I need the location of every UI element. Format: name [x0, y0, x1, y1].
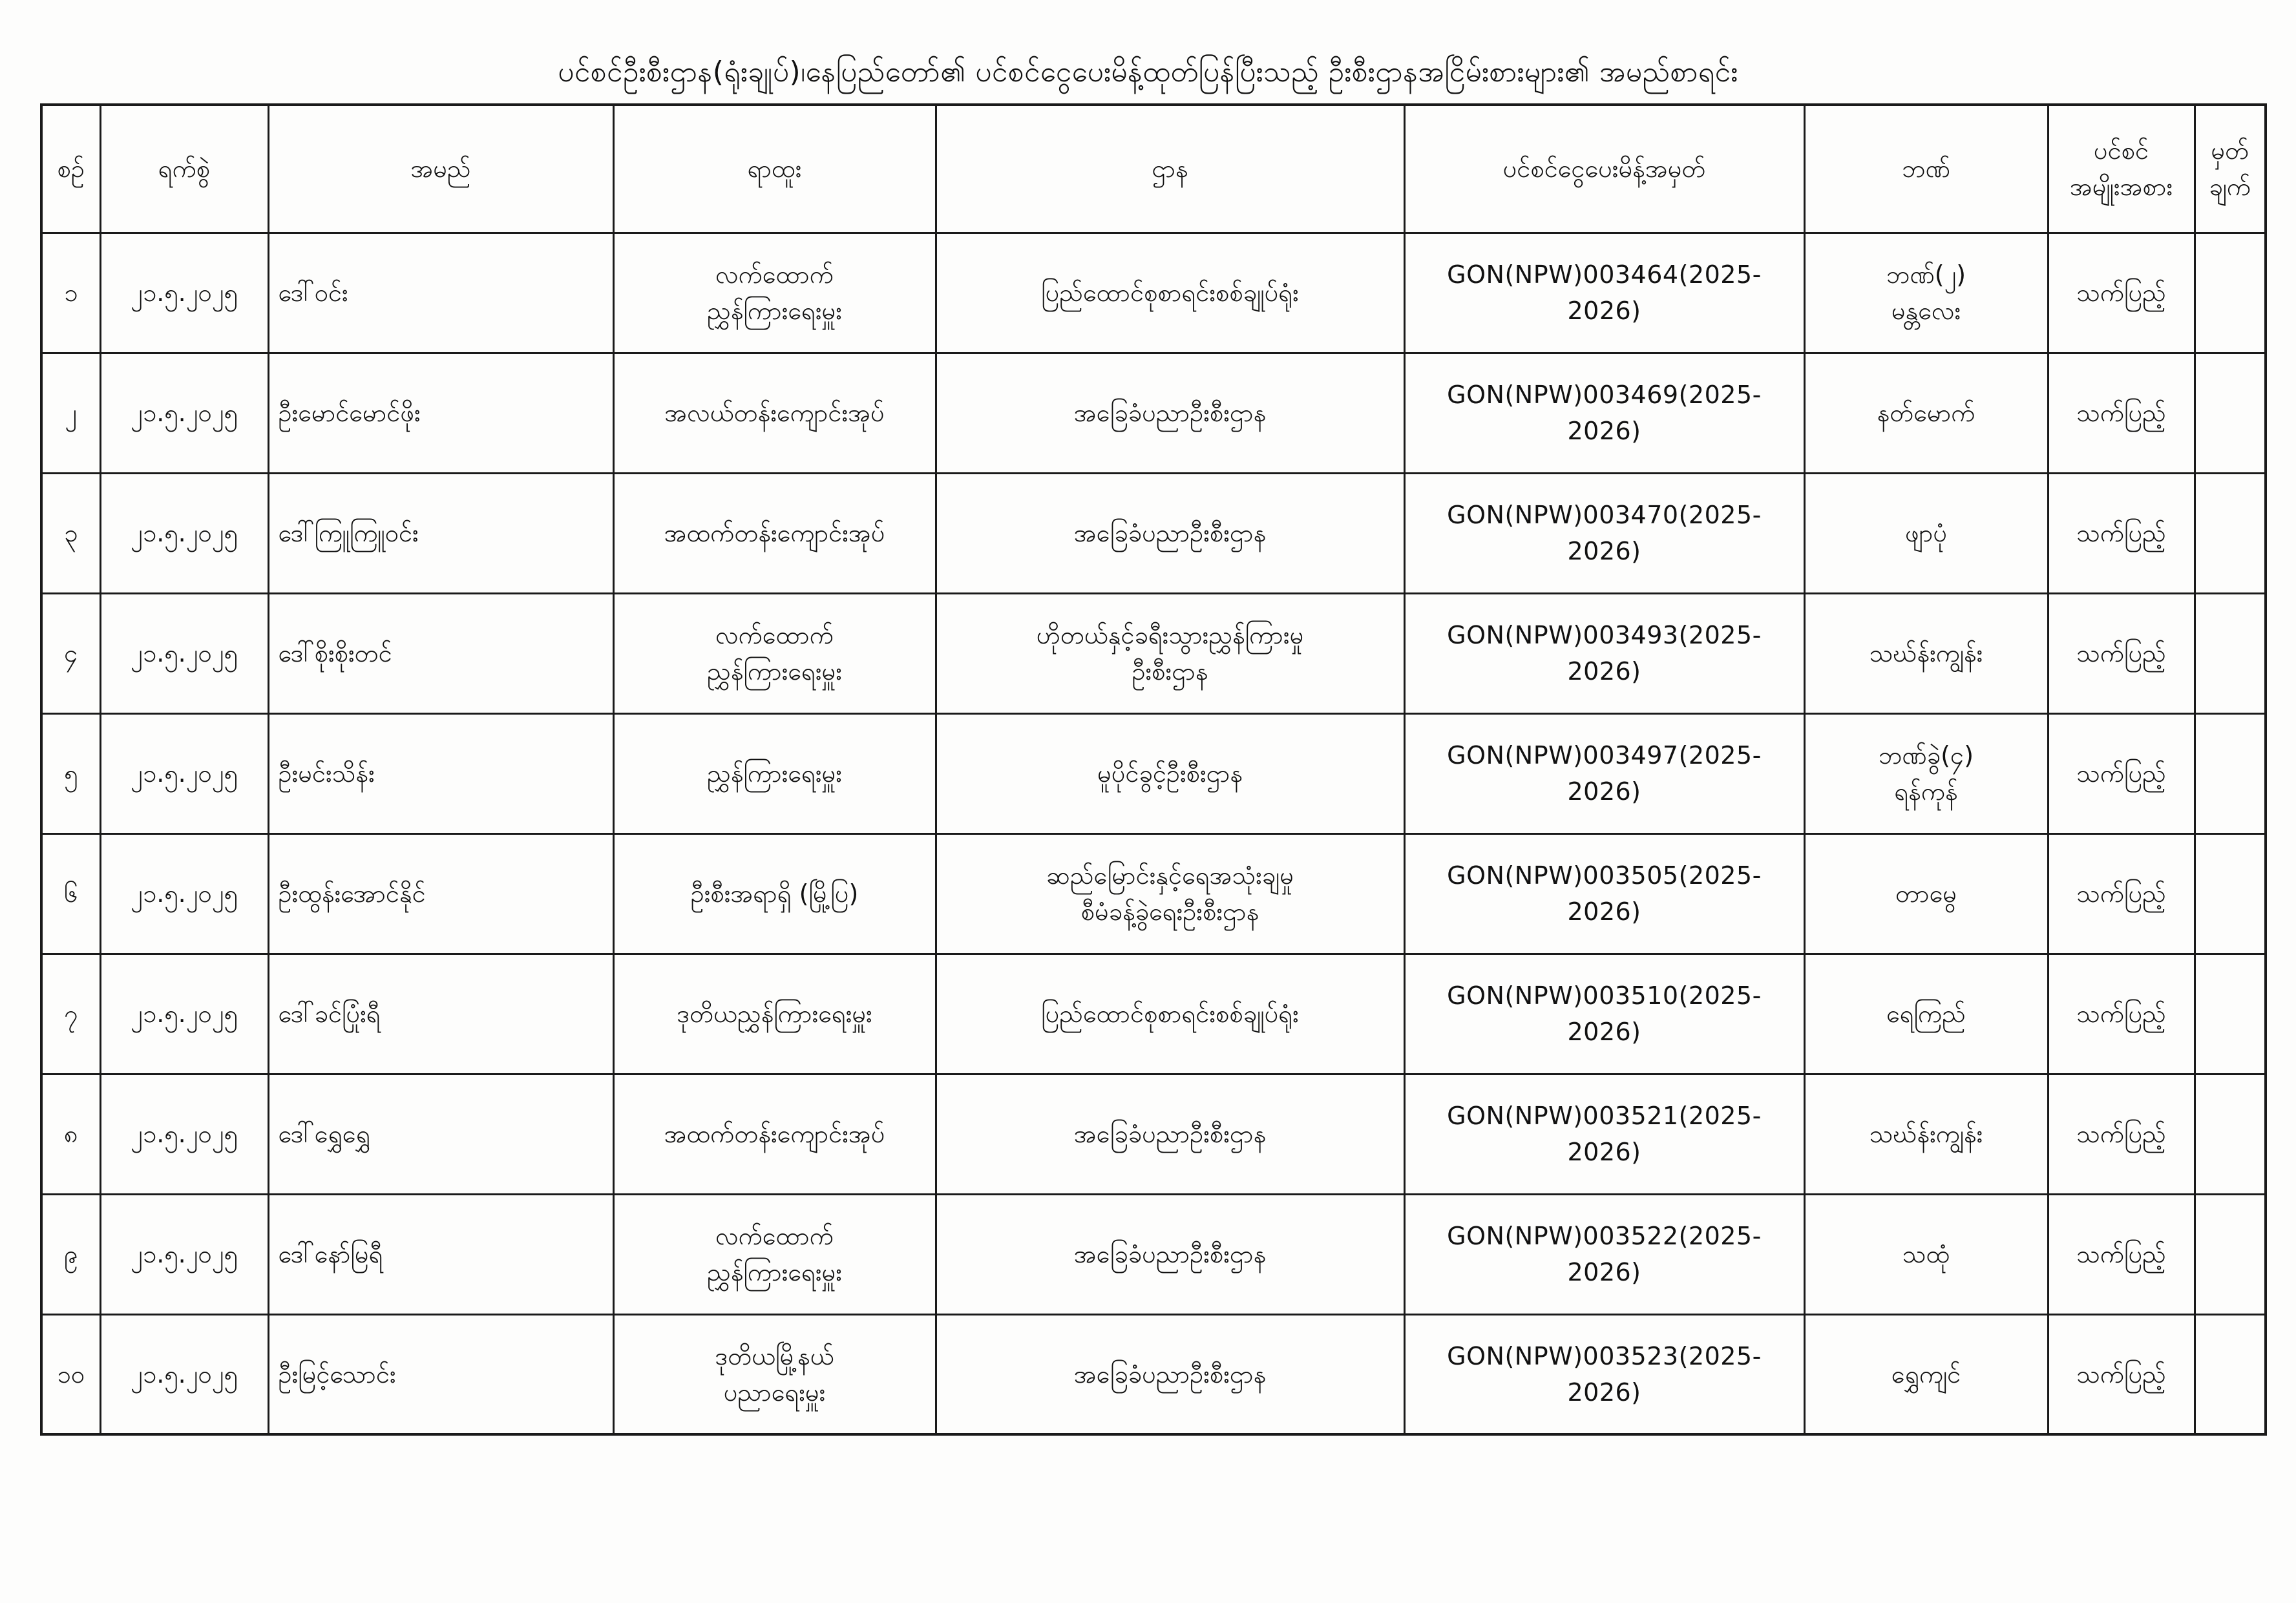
cell-rank: [613, 1194, 936, 1314]
cell-rank-line2: ညွှန်ကြားရေးမှူး: [707, 657, 842, 686]
cell-rank: [613, 713, 936, 833]
cell-treasury-line1: တာမွေ: [1895, 879, 1957, 908]
cell-name: ဒေါ်နော်မြရီ: [268, 1194, 613, 1314]
cell-no: ၅: [41, 713, 100, 833]
header-remark-line1: မှတ်: [2211, 136, 2249, 165]
cell-no: ၁: [41, 233, 100, 353]
cell-remark: [2195, 353, 2266, 473]
cell-treasury-line2: ရန်ကုန်: [1894, 777, 1958, 806]
table-row: [41, 1074, 2266, 1194]
cell-remark: [2195, 713, 2266, 833]
cell-name: ဒေါ်ဝင်း: [268, 233, 613, 353]
cell-treasury-line1: နတ်မောက်: [1877, 399, 1975, 427]
table-body: [41, 233, 2266, 1434]
cell-date: ၂၁.၅.၂၀၂၅: [100, 954, 268, 1074]
cell-treasury: [1804, 593, 2048, 713]
cell-department-line1: ဟိုတယ်နှင့်ခရီးသွားညွှန်ကြားမှု: [1036, 621, 1304, 649]
cell-remark: [2195, 593, 2266, 713]
cell-no: ၆: [41, 833, 100, 954]
cell-rank: [613, 833, 936, 954]
cell-order-no: GON(NPW)003505(2025-2026): [1404, 833, 1804, 954]
cell-date: ၂၁.၅.၂၀၂၅: [100, 1074, 268, 1194]
table-row: [41, 593, 2266, 713]
cell-pension-type: သက်ပြည့်: [2048, 233, 2195, 353]
cell-name: ဒေါ်ကြူကြူဝင်း: [268, 473, 613, 593]
header-department: ဌာန: [936, 105, 1404, 233]
table-row: [41, 233, 2266, 353]
table-row: [41, 473, 2266, 593]
cell-pension-type: သက်ပြည့်: [2048, 353, 2195, 473]
table-row: [41, 954, 2266, 1074]
cell-treasury: [1804, 833, 2048, 954]
cell-department-line1: အခြေခံပညာဦးစီးဌာန: [1073, 1359, 1267, 1388]
cell-department: [936, 1314, 1404, 1434]
cell-name: ဦးထွန်းအောင်နိုင်: [268, 833, 613, 954]
cell-rank: [613, 1314, 936, 1434]
cell-rank-line1: လက်ထောက်: [715, 621, 834, 649]
cell-order-no: GON(NPW)003464(2025-2026): [1404, 233, 1804, 353]
cell-department-line1: အခြေခံပညာဦးစီးဌာန: [1073, 399, 1267, 427]
cell-pension-type: သက်ပြည့်: [2048, 833, 2195, 954]
cell-date: ၂၁.၅.၂၀၂၅: [100, 593, 268, 713]
header-pension-type: [2048, 105, 2195, 233]
cell-no: ၁၀: [41, 1314, 100, 1434]
cell-treasury-line2: မန္တလေး: [1891, 297, 1961, 325]
cell-remark: [2195, 233, 2266, 353]
header-rank: ရာထူး: [613, 105, 936, 233]
cell-rank: [613, 1074, 936, 1194]
header-remark-line2: ချက်: [2209, 173, 2251, 202]
cell-name: ဦးမောင်မောင်ဖိုး: [268, 353, 613, 473]
cell-order-no: GON(NPW)003522(2025-2026): [1404, 1194, 1804, 1314]
cell-rank: [613, 233, 936, 353]
cell-rank-line1: အလယ်တန်းကျောင်းအုပ်: [664, 399, 885, 427]
cell-department: [936, 593, 1404, 713]
cell-order-no: GON(NPW)003469(2025-2026): [1404, 353, 1804, 473]
table-row: [41, 833, 2266, 954]
cell-no: ၈: [41, 1074, 100, 1194]
cell-treasury: [1804, 233, 2048, 353]
cell-pension-type: သက်ပြည့်: [2048, 1194, 2195, 1314]
cell-department-line1: ပြည်ထောင်စုစာရင်းစစ်ချုပ်ရုံး: [1041, 1000, 1299, 1028]
cell-department: [936, 233, 1404, 353]
cell-no: ၂: [41, 353, 100, 473]
cell-name: ဒေါ်ရွှေရွှေ: [268, 1074, 613, 1194]
cell-remark: [2195, 1314, 2266, 1434]
cell-department-line2: ဦးစီးဌာန: [1132, 657, 1208, 686]
cell-rank-line1: ဒုတိယမြို့နယ်: [715, 1341, 834, 1370]
cell-name: ဒေါ်စိုးစိုးတင်: [268, 593, 613, 713]
cell-department: [936, 353, 1404, 473]
cell-order-no: GON(NPW)003470(2025-2026): [1404, 473, 1804, 593]
cell-rank-line2: ညွှန်ကြားရေးမှူး: [707, 1258, 842, 1286]
cell-rank-line1: ဦးစီးအရာရှိ (မြို့ပြ): [690, 879, 859, 908]
cell-rank-line1: လက်ထောက်: [715, 1222, 834, 1250]
cell-date: ၂၁.၅.၂၀၂၅: [100, 713, 268, 833]
cell-name: ဦးမင်းသိန်း: [268, 713, 613, 833]
cell-treasury-line1: ရေကြည်: [1886, 1000, 1966, 1028]
header-order-no: ပင်စင်ငွေပေးမိန့်အမှတ်: [1404, 105, 1804, 233]
cell-department-line1: ပြည်ထောင်စုစာရင်းစစ်ချုပ်ရုံး: [1041, 278, 1299, 307]
cell-rank: [613, 473, 936, 593]
cell-order-no: GON(NPW)003510(2025-2026): [1404, 954, 1804, 1074]
cell-order-no: GON(NPW)003493(2025-2026): [1404, 593, 1804, 713]
cell-treasury: [1804, 473, 2048, 593]
cell-department: [936, 713, 1404, 833]
cell-rank-line1: ညွှန်ကြားရေးမှူး: [707, 759, 842, 788]
table-row: [41, 353, 2266, 473]
cell-name: ဦးမြင့်သောင်း: [268, 1314, 613, 1434]
header-date: ရက်စွဲ: [100, 105, 268, 233]
cell-treasury: [1804, 353, 2048, 473]
cell-date: ၂၁.၅.၂၀၂၅: [100, 1194, 268, 1314]
pensioner-table: [40, 103, 2267, 1436]
header-treasury: ဘဏ်: [1804, 105, 2048, 233]
document-title: ပင်စင်ဦးစီးဌာန(ရုံးချုပ်)၊နေပြည်တော်၏ ပင်စင်ငွေပေးမိန့်ထုတ်ပြန်ပြီးသည့် ဦးစီးဌာနအငြိမ်းစားများ၏ အမည်စာရင်း: [558, 56, 1738, 89]
cell-date: ၂၁.၅.၂၀၂၅: [100, 473, 268, 593]
cell-department: [936, 1074, 1404, 1194]
cell-treasury: [1804, 713, 2048, 833]
cell-treasury-line1: သဃ်န်းကျွန်း: [1869, 639, 1983, 667]
cell-pension-type: သက်ပြည့်: [2048, 954, 2195, 1074]
cell-no: ၄: [41, 593, 100, 713]
header-pension-type-line2: အမျိုးအစား: [2069, 173, 2173, 202]
cell-department: [936, 1194, 1404, 1314]
cell-treasury-line1: ဖျာပုံ: [1904, 519, 1947, 547]
cell-department: [936, 473, 1404, 593]
cell-pension-type: သက်ပြည့်: [2048, 593, 2195, 713]
header-row: [41, 105, 2266, 233]
cell-order-no: GON(NPW)003497(2025-2026): [1404, 713, 1804, 833]
cell-treasury: [1804, 1314, 2048, 1434]
cell-treasury: [1804, 1194, 2048, 1314]
cell-date: ၂၁.၅.၂၀၂၅: [100, 233, 268, 353]
cell-rank-line1: လက်ထောက်: [715, 260, 834, 289]
table-row: [41, 713, 2266, 833]
header-name: အမည်: [268, 105, 613, 233]
cell-no: ၃: [41, 473, 100, 593]
cell-remark: [2195, 473, 2266, 593]
cell-department-line1: ဆည်မြောင်းနှင့်ရေအသုံးချမှု: [1046, 861, 1294, 890]
cell-pension-type: သက်ပြည့်: [2048, 713, 2195, 833]
cell-department: [936, 833, 1404, 954]
header-no: စဉ်: [41, 105, 100, 233]
cell-no: ၇: [41, 954, 100, 1074]
cell-rank: [613, 353, 936, 473]
cell-department-line1: အခြေခံပညာဦးစီးဌာန: [1073, 519, 1267, 547]
cell-pension-type: သက်ပြည့်: [2048, 473, 2195, 593]
cell-treasury-line1: ရွှေကျင်: [1891, 1359, 1961, 1388]
cell-rank-line1: ဒုတိယညွှန်ကြားရေးမှူး: [677, 1000, 872, 1028]
cell-order-no: GON(NPW)003521(2025-2026): [1404, 1074, 1804, 1194]
cell-department-line1: အခြေခံပညာဦးစီးဌာန: [1073, 1240, 1267, 1268]
cell-remark: [2195, 1074, 2266, 1194]
cell-rank: [613, 593, 936, 713]
table-row: [41, 1194, 2266, 1314]
cell-treasury-line1: သထုံ: [1902, 1240, 1950, 1268]
cell-pension-type: သက်ပြည့်: [2048, 1314, 2195, 1434]
cell-date: ၂၁.၅.၂၀၂၅: [100, 1314, 268, 1434]
cell-department-line1: အခြေခံပညာဦးစီးဌာန: [1073, 1120, 1267, 1148]
cell-order-no: GON(NPW)003523(2025-2026): [1404, 1314, 1804, 1434]
cell-date: ၂၁.၅.၂၀၂၅: [100, 833, 268, 954]
cell-remark: [2195, 1194, 2266, 1314]
header-pension-type-line1: ပင်စင်: [2093, 136, 2149, 165]
cell-department-line1: မူပိုင်ခွင့်ဦးစီးဌာန: [1097, 759, 1243, 788]
cell-department: [936, 954, 1404, 1074]
cell-no: ၉: [41, 1194, 100, 1314]
cell-pension-type: သက်ပြည့်: [2048, 1074, 2195, 1194]
cell-date: ၂၁.၅.၂၀၂၅: [100, 353, 268, 473]
table-row: [41, 1314, 2266, 1434]
cell-treasury-line1: ဘဏ်(၂): [1886, 260, 1966, 289]
cell-treasury: [1804, 1074, 2048, 1194]
cell-rank: [613, 954, 936, 1074]
cell-remark: [2195, 833, 2266, 954]
cell-rank-line1: အထက်တန်းကျောင်းအုပ်: [664, 1120, 885, 1148]
cell-department-line2: စီမံခန့်ခွဲရေးဦးစီးဌာန: [1080, 897, 1259, 926]
cell-treasury-line1: သဃ်န်းကျွန်း: [1869, 1120, 1983, 1148]
cell-rank-line2: ညွှန်ကြားရေးမှူး: [707, 297, 842, 325]
cell-treasury: [1804, 954, 2048, 1074]
cell-rank-line2: ပညာရေးမှူး: [723, 1378, 826, 1407]
cell-treasury-line1: ဘဏ်ခွဲ(၄): [1878, 741, 1974, 770]
header-remark: [2195, 105, 2266, 233]
cell-remark: [2195, 954, 2266, 1074]
cell-name: ဒေါ်ခင်ပြုံးရီ: [268, 954, 613, 1074]
cell-rank-line1: အထက်တန်းကျောင်းအုပ်: [664, 519, 885, 547]
